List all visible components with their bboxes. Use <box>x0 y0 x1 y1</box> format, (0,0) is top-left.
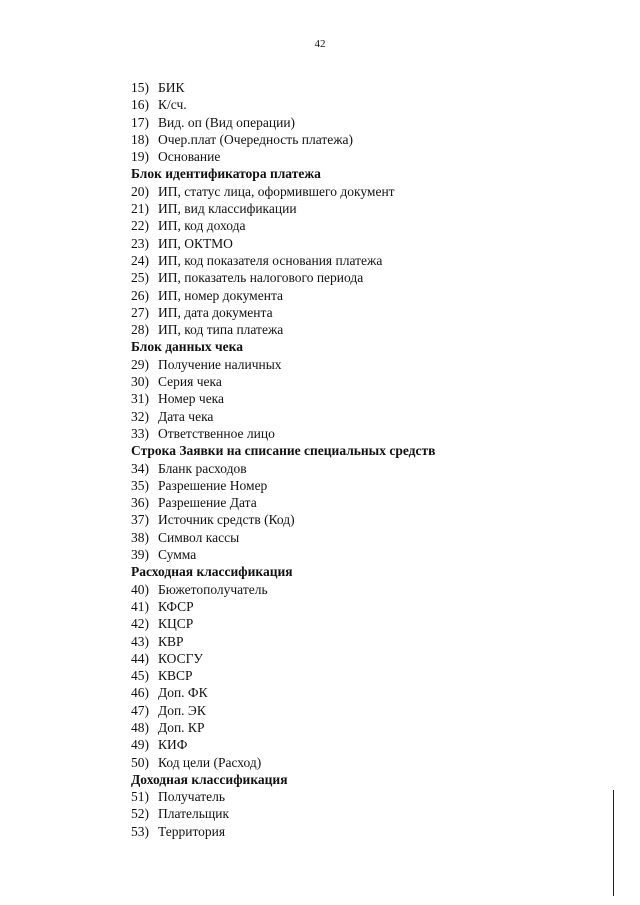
document-body <box>131 79 601 840</box>
list-item-number: 19) <box>131 149 149 165</box>
list-item-number: 36) <box>131 495 149 511</box>
list-item <box>131 373 601 390</box>
list-item <box>131 667 601 684</box>
list-item <box>131 217 601 234</box>
list-item <box>131 823 601 840</box>
section-heading <box>131 563 601 580</box>
list-item-number: 32) <box>131 408 149 424</box>
list-item <box>131 615 601 632</box>
list-item-number: 22) <box>131 218 149 234</box>
list-item-number: 51) <box>131 789 149 805</box>
list-item-number: 26) <box>131 287 149 303</box>
list-item-text: Бланк расходов <box>158 460 247 476</box>
section-heading-text: Доходная классификация <box>131 771 288 787</box>
list-item-number: 31) <box>131 391 149 407</box>
list-item-number: 47) <box>131 702 149 718</box>
section-heading-text: Блок идентификатора платежа <box>131 166 321 182</box>
list-item-number: 52) <box>131 806 149 822</box>
section-heading-text: Расходная классификация <box>131 564 293 580</box>
list-item-number: 15) <box>131 80 149 95</box>
list-item <box>131 494 601 511</box>
list-item-text: ИП, код дохода <box>158 218 246 234</box>
list-item <box>131 79 601 96</box>
list-item-number: 35) <box>131 477 149 493</box>
list-item <box>131 529 601 546</box>
list-item-number: 29) <box>131 356 149 372</box>
list-item-number: 27) <box>131 304 149 320</box>
list-item <box>131 477 601 494</box>
list-item <box>131 788 601 805</box>
list-item-text: ИП, показатель налогового периода <box>158 270 364 286</box>
list-item-number: 50) <box>131 754 149 770</box>
list-item-text: Вид. оп (Вид операции) <box>158 114 296 130</box>
list-item <box>131 269 601 286</box>
list-item-text: Разрешение Номер <box>158 477 268 493</box>
list-item <box>131 460 601 477</box>
list-item <box>131 287 601 304</box>
list-item <box>131 96 601 113</box>
list-item-number: 39) <box>131 547 149 563</box>
margin-line <box>613 790 614 896</box>
list-item-number: 43) <box>131 633 149 649</box>
list-item <box>131 736 601 753</box>
list-item-text: ИП, вид классификации <box>158 201 297 217</box>
list-item-number: 48) <box>131 719 149 735</box>
list-item-number: 21) <box>131 201 149 217</box>
list-item-text: ИП, номер документа <box>158 287 284 303</box>
list-item <box>131 200 601 217</box>
list-item-text: КВСР <box>158 668 193 684</box>
list-item <box>131 390 601 407</box>
list-item-number: 34) <box>131 460 149 476</box>
list-item-text: КИФ <box>158 737 188 753</box>
list-item-number: 17) <box>131 114 149 130</box>
list-item <box>131 546 601 563</box>
list-item-number: 33) <box>131 425 149 441</box>
section-heading <box>131 442 601 459</box>
section-heading-text: Строка Заявки на списание специальных средств <box>131 443 436 459</box>
list-item-text: Доп. КР <box>158 719 205 735</box>
list-item <box>131 114 601 131</box>
list-item-text: ИП, статус лица, оформившего документ <box>158 183 395 199</box>
list-item-number: 42) <box>131 616 149 632</box>
list-item-text: Источник средств (Код) <box>158 512 295 528</box>
list-item <box>131 650 601 667</box>
list-item-text: Ответственное лицо <box>158 425 275 441</box>
list-item-text: КОСГУ <box>158 650 203 666</box>
list-item-text: КВР <box>158 633 184 649</box>
list-item-text: Номер чека <box>158 391 225 407</box>
list-item-text: ИП, дата документа <box>158 304 273 320</box>
list-item <box>131 321 601 338</box>
list-item <box>131 598 601 615</box>
list-item-text: ИП, код типа платежа <box>158 322 284 338</box>
list-item-number: 28) <box>131 322 149 338</box>
list-item-text: Доп. ЭК <box>158 702 206 718</box>
list-item-text: Символ кассы <box>158 529 240 545</box>
list-item-number: 16) <box>131 97 149 113</box>
list-item-text: Разрешение Дата <box>158 495 257 511</box>
list-item-text: Получение наличных <box>158 356 282 372</box>
list-item-text: Бюжетополучатель <box>158 581 268 597</box>
list-item <box>131 148 601 165</box>
list-item-number: 53) <box>131 823 149 839</box>
list-item-text: Доп. ФК <box>158 685 208 701</box>
list-item-number: 45) <box>131 668 149 684</box>
list-item-number: 40) <box>131 581 149 597</box>
list-item-number: 38) <box>131 529 149 545</box>
list-item <box>131 719 601 736</box>
list-item <box>131 511 601 528</box>
list-item <box>131 684 601 701</box>
list-item-text: Плательщик <box>158 806 230 822</box>
list-item <box>131 183 601 200</box>
list-item <box>131 581 601 598</box>
list-item-text: Получатель <box>158 789 226 805</box>
list-item-number: 25) <box>131 270 149 286</box>
list-item-text: ИП, ОКТМО <box>158 235 233 251</box>
list-item <box>131 131 601 148</box>
list-item-text: Код цели (Расход) <box>158 754 262 770</box>
section-heading <box>131 338 601 355</box>
list-item-text: Территория <box>158 823 226 839</box>
list-item-text: Основание <box>158 149 221 165</box>
section-heading-text: Блок данных чека <box>131 339 243 355</box>
list-item <box>131 633 601 650</box>
list-item-text: Сумма <box>158 547 197 563</box>
section-heading <box>131 165 601 182</box>
list-item-number: 24) <box>131 252 149 268</box>
list-item-number: 41) <box>131 598 149 614</box>
list-item <box>131 702 601 719</box>
list-item <box>131 425 601 442</box>
list-item-number: 37) <box>131 512 149 528</box>
page-number: 42 <box>314 38 326 50</box>
list-item-text: Дата чека <box>158 408 214 424</box>
list-item <box>131 356 601 373</box>
list-item-number: 30) <box>131 374 149 390</box>
list-item <box>131 754 601 771</box>
list-item-text: К/сч. <box>158 97 187 113</box>
list-item-text: Серия чека <box>158 374 222 390</box>
list-item-number: 23) <box>131 235 149 251</box>
list-item-number: 18) <box>131 131 149 147</box>
list-item <box>131 408 601 425</box>
list-item <box>131 805 601 822</box>
list-item <box>131 304 601 321</box>
list-item <box>131 252 601 269</box>
list-item <box>131 235 601 252</box>
list-item-number: 46) <box>131 685 149 701</box>
list-item-text: Очер.плат (Очередность платежа) <box>158 131 354 147</box>
list-item-text: КЦСР <box>158 616 194 632</box>
list-item-number: 49) <box>131 737 149 753</box>
list-item-text: КФСР <box>158 598 194 614</box>
list-item-text: ИП, код показателя основания платежа <box>158 252 383 268</box>
list-item-number: 20) <box>131 183 149 199</box>
list-item-text: БИК <box>158 80 185 95</box>
list-item-number: 44) <box>131 650 149 666</box>
section-heading <box>131 771 601 788</box>
